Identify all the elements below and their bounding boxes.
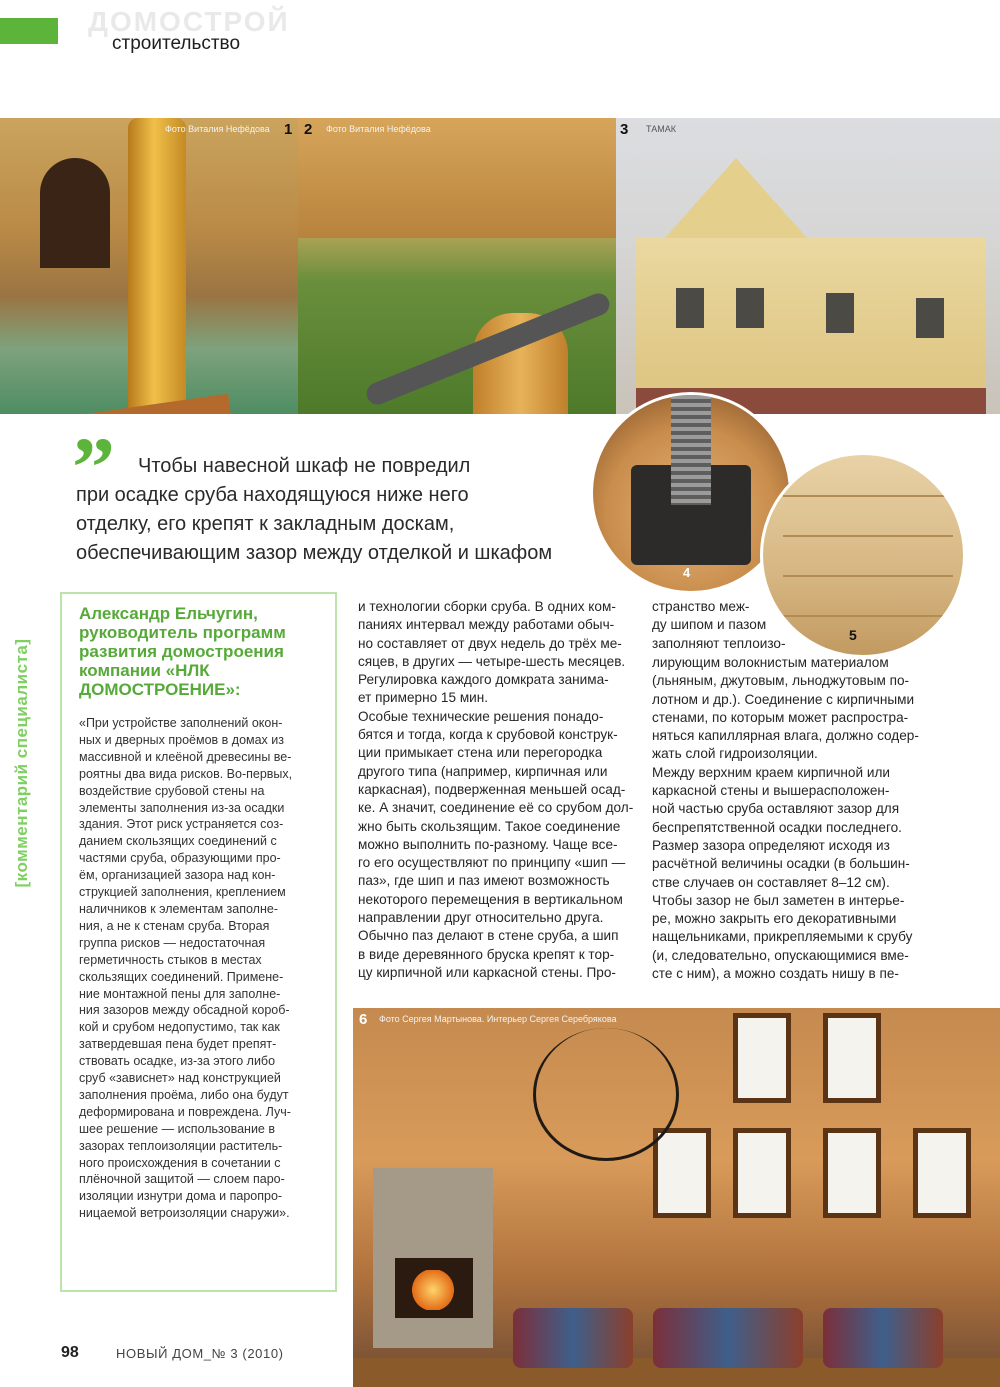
sidebar-label-text: [комментарий специалиста] bbox=[12, 638, 31, 888]
article-line: сяцев, в других — четыре-шесть месяцев. bbox=[358, 653, 626, 669]
article-line: но составляет от двух недель до трёх ме- bbox=[358, 635, 622, 651]
section-ghost-title: ДОМОСТРОЙ bbox=[88, 6, 290, 37]
window-opening bbox=[736, 288, 764, 328]
article-line: стенами, по которым может распростра- bbox=[652, 709, 909, 725]
article-line: (льняным, джутовым, льноджутовым по- bbox=[652, 673, 910, 689]
window-shape bbox=[823, 1128, 881, 1218]
window-shape bbox=[733, 1013, 791, 1103]
pull-quote-line: Чтобы навесной шкаф не повредил bbox=[138, 455, 471, 477]
expert-comment-line: частями сруба, образующими про- bbox=[79, 851, 281, 866]
expert-comment-line: «При устройстве заполнений окон- bbox=[79, 716, 283, 730]
expert-heading bbox=[79, 604, 329, 699]
pull-quote-line: при осадке сруба находящуюся ниже него bbox=[76, 484, 469, 506]
article-line: цу кирпичной или каркасной стены. Про- bbox=[358, 964, 616, 980]
expert-comment-line: наличников к элементам заполне- bbox=[79, 901, 278, 916]
article-line: бятся и тогда, когда к срубовой конструк- bbox=[358, 727, 618, 743]
expert-comment-line: массивной и клеёной древесины ве- bbox=[79, 749, 292, 764]
article-line: и технологии сборки сруба. В одних ком- bbox=[358, 599, 616, 614]
page-number: 98 bbox=[61, 1344, 79, 1361]
photo-3-credit: ТАМАК bbox=[646, 124, 676, 134]
expert-comment-line: сруб «зависнет» над конструкцией bbox=[79, 1071, 281, 1086]
article-line: паз», где шип и паз имеют возможность bbox=[358, 873, 610, 889]
window-shape bbox=[733, 1128, 791, 1218]
sofa-shape bbox=[653, 1308, 803, 1368]
chandelier-shape bbox=[533, 1028, 679, 1161]
sofa-shape bbox=[823, 1308, 943, 1368]
expert-comment-line: шее решение — использование в bbox=[79, 1121, 276, 1136]
expert-comment-line: группа рисков — недостаточная bbox=[79, 935, 266, 950]
wooden-pillar-shape bbox=[128, 118, 186, 414]
section-name: строительство bbox=[112, 33, 241, 54]
log-seam bbox=[783, 615, 953, 617]
article-line: паниях интервал между работами обыч- bbox=[358, 617, 615, 633]
doorway-shape bbox=[40, 158, 110, 268]
article-line: другого типа (например, кирпичная или bbox=[358, 763, 608, 779]
expert-comment-line: ных и дверных проёмов в домах из bbox=[79, 732, 284, 747]
log-seam bbox=[783, 495, 953, 497]
expert-heading-line: Александр Ельчугин, bbox=[79, 604, 258, 623]
expert-comment-line: воздействие срубовой стены на bbox=[79, 783, 265, 798]
window-shape bbox=[653, 1128, 711, 1218]
photo-2-credit: Фото Виталия Нефёдова bbox=[326, 124, 431, 134]
article-column-3-top bbox=[652, 598, 786, 653]
article-line: ной частью сруба оставляют зазор для bbox=[652, 801, 900, 817]
article-line: каркасной стены и вышерасположен- bbox=[652, 783, 890, 799]
window-opening bbox=[916, 298, 944, 338]
article-line: некоторого перемещения в вертикальном bbox=[358, 891, 623, 907]
photo-1-number: 1 bbox=[284, 121, 293, 138]
pull-quote bbox=[76, 452, 596, 568]
article-line: лирующим волокнистым материалом bbox=[652, 655, 889, 670]
article-line: нащельниками, прикрепляемыми к срубу bbox=[652, 929, 913, 945]
expert-comment-line: роятны два вида рисков. Во-первых, bbox=[79, 766, 293, 781]
expert-heading-line: развития домостроения bbox=[79, 642, 284, 661]
expert-heading-line: ДОМОСТРОЕНИЕ»: bbox=[79, 680, 241, 699]
expert-comment-text bbox=[79, 715, 329, 1222]
article-line: можно выполнить по-разному. Чаще все- bbox=[358, 836, 618, 852]
expert-comment-line: ние монтажной пены для заполне- bbox=[79, 986, 281, 1001]
photo-2-number: 2 bbox=[304, 121, 313, 138]
article-line: ду шипом и пазом bbox=[652, 617, 767, 633]
article-line: жно быть скользящим. Такое соединение bbox=[358, 818, 621, 834]
sidebar-vertical-label bbox=[2, 598, 42, 928]
quote-mark-icon: ” bbox=[72, 419, 115, 515]
expert-heading-line: руководитель программ bbox=[79, 623, 286, 642]
roof-frame-shape bbox=[656, 158, 816, 248]
photo-3-number: 3 bbox=[620, 121, 629, 138]
beam-shape bbox=[20, 394, 232, 414]
window-opening bbox=[676, 288, 704, 328]
article-line: няться капиллярная влага, должно содер- bbox=[652, 728, 919, 744]
pull-quote-line: обеспечивающим зазор между отделкой и шкафом bbox=[76, 542, 553, 564]
photo-6-number: 6 bbox=[359, 1011, 368, 1028]
photo-1-pillar-jack bbox=[0, 118, 298, 414]
section-color-tab bbox=[0, 18, 58, 44]
article-line: странство меж- bbox=[652, 599, 750, 614]
expert-comment-line: скользящих соединений. Примене- bbox=[79, 969, 284, 984]
expert-comment-line: струкцией заполнения, креплением bbox=[79, 885, 286, 900]
magazine-issue: НОВЫЙ ДОМ_№ 3 (2010) bbox=[116, 1346, 284, 1361]
log-seam bbox=[783, 575, 953, 577]
expert-comment-line: ницаемой ветроизоляции снаружи». bbox=[79, 1206, 290, 1221]
expert-comment-line: ния, а не к стенам сруба. Вторая bbox=[79, 918, 270, 933]
photo-1-credit: Фото Виталия Нефёдова bbox=[165, 124, 270, 134]
article-column-3 bbox=[652, 654, 952, 983]
expert-comment-line: плёночной защитой — слоем паро- bbox=[79, 1172, 285, 1187]
expert-comment-line: ствовать осадке, из-за этого либо bbox=[79, 1054, 276, 1069]
expert-comment-line: данием скользящих соединений с bbox=[79, 834, 277, 849]
expert-comment-line: элементы заполнения из-за осадки bbox=[79, 800, 285, 815]
article-line: Размер зазора определяют исходя из bbox=[652, 837, 890, 853]
pull-quote-line: отделку, его крепят к закладным доскам, bbox=[76, 513, 455, 535]
expert-comment-line: зазорах теплоизоляции раститель- bbox=[79, 1138, 283, 1153]
article-line: расчётной величины осадки (в большин- bbox=[652, 856, 910, 872]
photo-2-jack-closeup bbox=[298, 118, 616, 414]
article-line: го его осуществляют по принципу «шип — bbox=[358, 855, 626, 871]
expert-comment-line: заполнения проёма, либо она будут bbox=[79, 1087, 289, 1102]
photo-4-number: 4 bbox=[683, 565, 691, 580]
article-line: Регулировка каждого домкрата занима- bbox=[358, 672, 609, 688]
expert-comment-line: изоляции изнутри дома и паропро- bbox=[79, 1189, 283, 1204]
expert-comment-line: ём, организацией зазора над кон- bbox=[79, 868, 276, 883]
article-line: лотном и др.). Соединение с кирпичными bbox=[652, 691, 915, 707]
expert-comment-line: деформирована и повреждена. Луч- bbox=[79, 1104, 291, 1119]
article-line: (и, следовательно, опускающимися вме- bbox=[652, 947, 909, 963]
expert-comment-line: затвердевшая пена будет препят- bbox=[79, 1037, 277, 1052]
photo-6-living-room bbox=[353, 1008, 1000, 1387]
window-shape bbox=[823, 1013, 881, 1103]
photo-5-number: 5 bbox=[849, 627, 857, 643]
article-line: беспрепятственной осадки последнего. bbox=[652, 819, 902, 835]
article-line: ет примерно 15 мин. bbox=[358, 690, 489, 706]
log-seam bbox=[783, 535, 953, 537]
article-line: стве случаев он составляет 8–12 см). bbox=[652, 874, 890, 890]
expert-comment-line: ния зазоров между обсадной короб- bbox=[79, 1003, 290, 1018]
article-line: ке. А значит, соединение её со срубом дол- bbox=[358, 800, 634, 816]
fire-flame-shape bbox=[411, 1270, 455, 1310]
article-line: каркасная), подверженная меньшей осад- bbox=[358, 781, 626, 797]
photo-6-credit: Фото Сергея Мартынова. Интерьер Сергея Серебрякова bbox=[379, 1014, 617, 1024]
article-line: Обычно паз делают в стене сруба, а шип bbox=[358, 928, 619, 944]
expert-comment-line: герметичность стыков в местах bbox=[79, 952, 262, 967]
expert-comment-line: кой и срубом недопустимо, так как bbox=[79, 1020, 280, 1035]
expert-heading-line: компании «НЛК bbox=[79, 661, 210, 680]
expert-comment-line: ного происхождения в сочетании с bbox=[79, 1155, 281, 1170]
article-line: жать слой гидроизоляции. bbox=[652, 746, 818, 762]
article-line: в виде деревянного бруска крепят к тор- bbox=[358, 946, 615, 962]
article-line: Чтобы зазор не был заметен в интерье- bbox=[652, 892, 905, 908]
article-line: заполняют теплоизо- bbox=[652, 635, 786, 651]
expert-comment-line: здания. Этот риск устраняется соз- bbox=[79, 817, 284, 832]
article-line: Между верхним краем кирпичной или bbox=[652, 764, 890, 780]
photo-5-joint-circle bbox=[760, 452, 966, 658]
article-line: ции примыкает стена или перегородка bbox=[358, 745, 603, 761]
threaded-rod-shape bbox=[671, 395, 711, 505]
log-shape bbox=[298, 118, 616, 238]
sofa-shape bbox=[513, 1308, 633, 1368]
article-column-2 bbox=[358, 598, 634, 982]
article-line: Особые технические решения понадо- bbox=[358, 708, 604, 724]
window-shape bbox=[913, 1128, 971, 1218]
article-line: сте с ним), а можно создать нишу в пе- bbox=[652, 966, 899, 982]
photo-3-log-house-frame bbox=[616, 118, 1000, 414]
article-line: направлении друг относительно друга. bbox=[358, 910, 604, 926]
article-line: ре, можно закрыть его декоративными bbox=[652, 911, 897, 927]
window-opening bbox=[826, 293, 854, 333]
